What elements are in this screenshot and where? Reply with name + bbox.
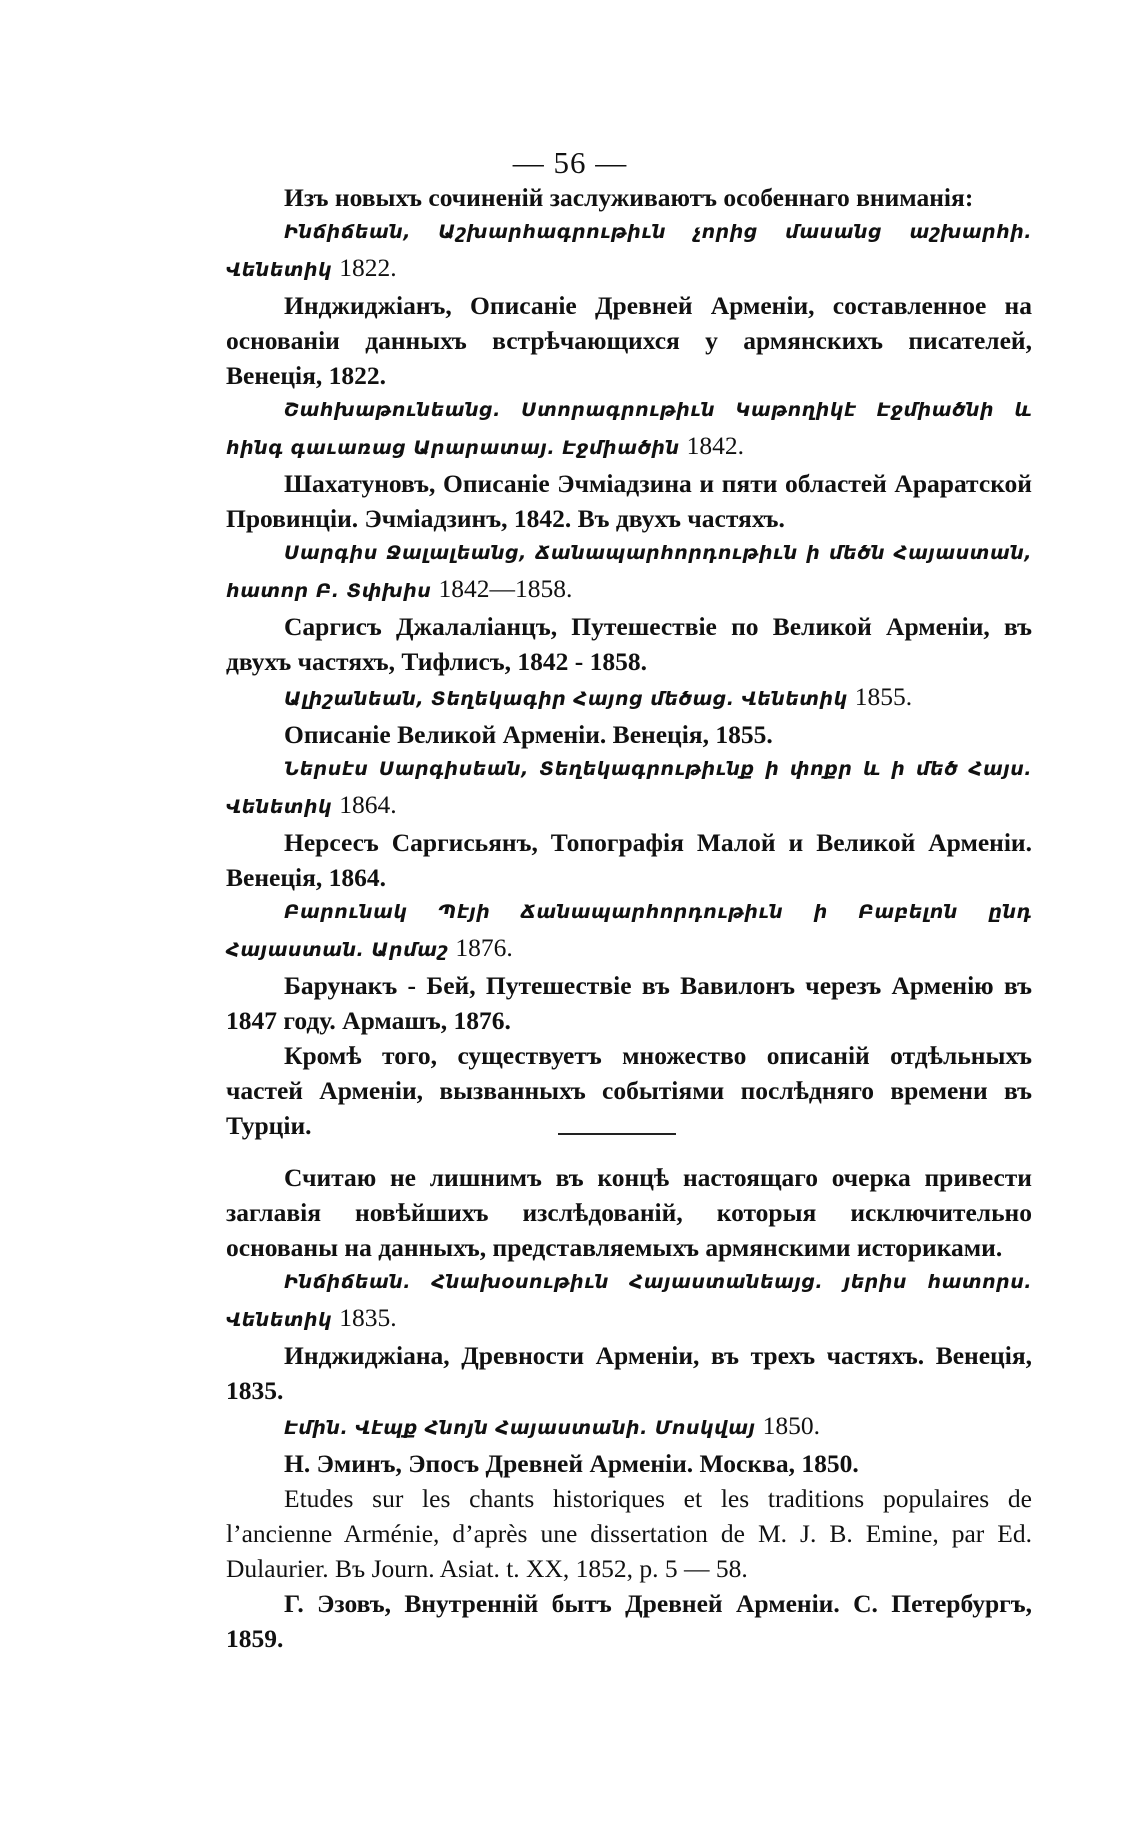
russian-entry-5: Нерсесъ Саргисьянъ, Топографія Малой и Великой Арменіи. Венеція, 1864. xyxy=(226,828,1032,892)
last-entry: Г. Эзовъ, Внутренній бытъ Древней Арменіи. С. Петербургъ, 1859. xyxy=(226,1589,1032,1653)
armenian-title-6: Բարունակ Պէյի Ճանապարհորդութիւն ի Բաբելոն ընդ Հայաստան. Արմաշ 1876. xyxy=(226,901,1032,962)
armenian-title-5: Ներսէս Սարգիսեան, Տեղեկագրութիւնք ի փոքր և ի մեծ Հայս. Վենետիկ 1864. xyxy=(226,758,1032,819)
page-number: — 56 — xyxy=(512,145,628,180)
armenian-title-7: Ինճիճեան. Հնախօսութիւն Հայաստանեայց. յերիս հատորս. Վենետիկ 1835. xyxy=(226,1271,1032,1332)
armenian-title-4: Ալիշանեան, Տեղեկագիր Հայոց մեծաց. Վենետիկ 1855. xyxy=(284,682,913,711)
armenian-title-3: Սարգիս Ջալալեանց, Ճանապարհորդութիւն ի մեծն Հայաստան, հատոր Բ. Տփխիս 1842—1858. xyxy=(226,542,1032,603)
russian-entry-2: Шахатуновъ, Описаніе Эчміадзина и пяти областей Араратской Провинціи. Эчміадзинъ, 1842. Въ двухъ частяхъ. xyxy=(226,469,1032,533)
section-1-closing: Кромѣ того, существуетъ множество описаній отдѣльныхъ частей Арменіи, вызванныхъ событіями послѣдняго времени въ Турціи. xyxy=(226,1041,1032,1140)
russian-entry-3: Саргисъ Джалаліанцъ, Путешествіе по Великой Арменіи, въ двухъ частяхъ, Тифлисъ, 1842 - 1858. xyxy=(226,612,1032,676)
russian-entry-6: Барунакъ - Бей, Путешествіе въ Вавилонъ черезъ Арменію въ 1847 году. Армашъ, 1876. xyxy=(226,971,1032,1035)
russian-entry-4: Описаніе Великой Арменіи. Венеція, 1855. xyxy=(284,720,773,749)
russian-entry-8: Н. Эминъ, Эпосъ Древней Арменіи. Москва, 1850. xyxy=(284,1449,859,1478)
section-1-intro: Изъ новыхъ сочиненій заслуживаютъ особеннаго вниманія: xyxy=(284,183,974,212)
section-divider xyxy=(558,1133,676,1135)
russian-entry-7: Инджиджіана, Древности Арменіи, въ трехъ частяхъ. Венеція, 1835. xyxy=(226,1341,1032,1405)
russian-entry-1: Инджиджіанъ, Описаніе Древней Арменіи, составленное на основаніи данныхъ встрѣчающихся у армянскихъ писателей, Венеція, 1822. xyxy=(226,291,1032,390)
section-2 xyxy=(226,1160,1032,1656)
armenian-title-8: Էմին. Վէպք Հնոյն Հայաստանի. Մոսկվայ 1850. xyxy=(284,1411,820,1440)
armenian-title-2: Շահխաթունեանց. Ստորագրութիւն Կաթողիկէ Էջմիածնի և հինգ գաւառաց Արարատայ. Էջմիածին 1842. xyxy=(226,399,1032,460)
french-entry: Etudes sur les chants historiques et les traditions populaires de l’ancienne Arménie, d’après une dissertation de M. J. B. Emine, par Ed. Dulaurier. Въ Journ. Asiat. t. XX, 1852, p. 5 — 58. xyxy=(226,1484,1032,1583)
armenian-title-1: Ինճիճեան, Աշխարհագրութիւն չորից մասանց աշխարհի. Վենետիկ 1822. xyxy=(226,221,1032,282)
section-1 xyxy=(226,180,1032,1143)
section-2-intro: Считаю не лишнимъ въ концѣ настоящаго очерка привести заглавія новѣйшихъ изслѣдованій, которыя исключительно основаны на данныхъ, представляемыхъ армянскими историками. xyxy=(226,1163,1032,1262)
